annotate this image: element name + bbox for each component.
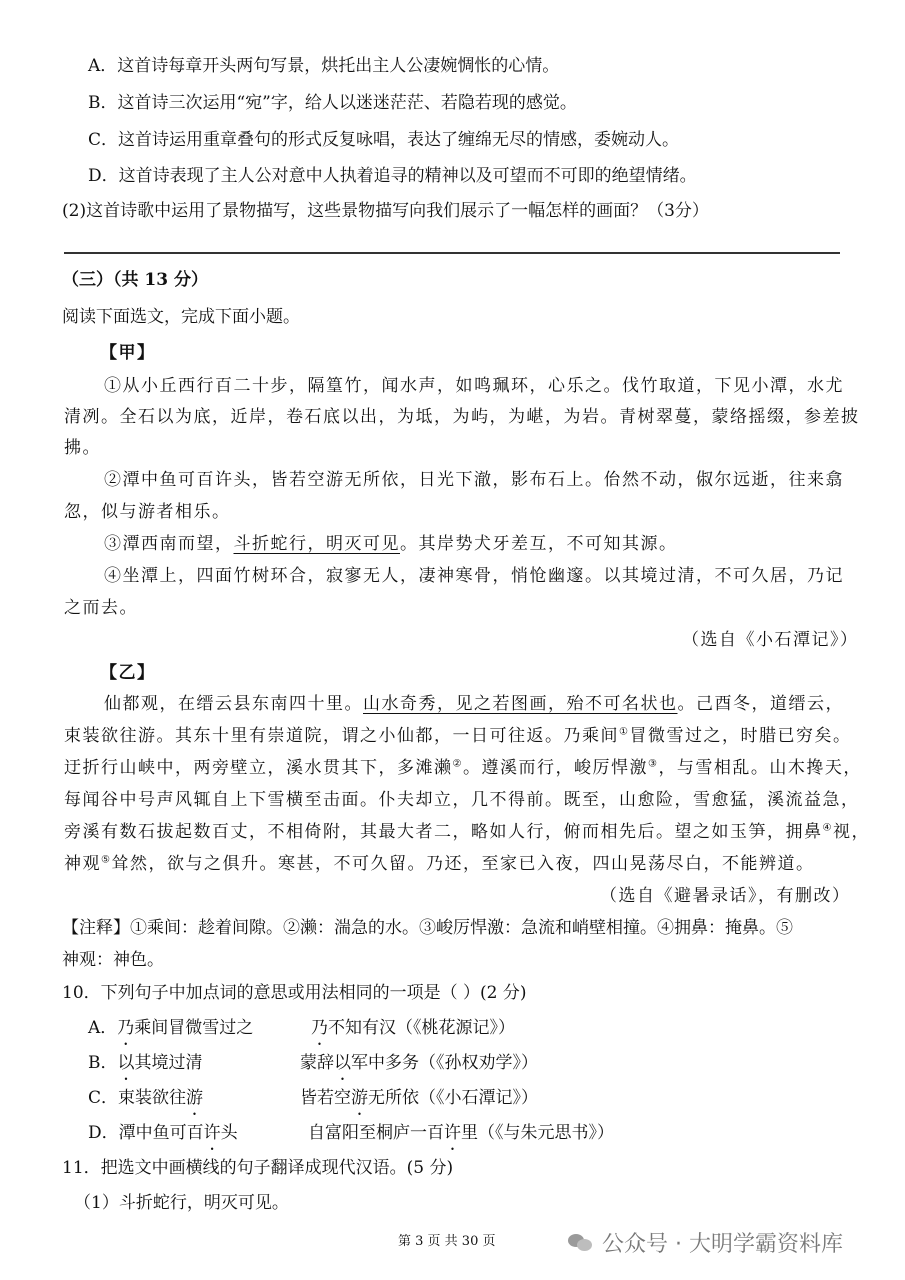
- q10-option-b: B．以其境过清 蒙辞以军中多务（《孙权劝学》）: [88, 1053, 538, 1073]
- page-number: 第 3 页 共 30 页: [398, 1234, 496, 1249]
- underlined-sentence-jia: 斗折蛇行，明灭可见: [233, 534, 400, 554]
- jia-p1-line2: 清冽。全石以为底，近岸，卷石底以出，为坻，为屿，为嵁，为岩。青树翠蔓，蒙络摇缀，参差披: [64, 407, 860, 427]
- section-instruction: 阅读下面选文，完成下面小题。: [62, 307, 300, 327]
- dotted-word: 乃: [311, 1018, 328, 1038]
- wechat-icon: [568, 1232, 594, 1254]
- option-b: B．这首诗三次运用“宛”字，给人以迷迷茫茫、若隐若现的感觉。: [88, 93, 577, 113]
- watermark-text: 公众号 · 大明学霸资料库: [602, 1232, 843, 1257]
- jia-source: （选自《小石潭记》）: [682, 630, 859, 650]
- q10-option-d: D．潭中鱼可百许头 自富阳至桐庐一百许里（《与朱元思书》）: [88, 1123, 614, 1143]
- dotted-word: 游: [351, 1088, 368, 1108]
- dotted-word: 许: [444, 1123, 461, 1143]
- section-heading: （三）（共 13 分）: [62, 270, 208, 290]
- jia-p2-line1: ②潭中鱼可百许头，皆若空游无所依，日光下澈，影布石上。佁然不动，俶尔远逝，往来翕: [104, 470, 844, 490]
- dotted-word: 乃: [117, 1018, 135, 1038]
- dotted-word: 以: [334, 1053, 351, 1073]
- q11-stem: 11．把选文中画横线的句子翻译成现代汉语。(5 分): [62, 1158, 454, 1178]
- q10-b-compare: 蒙辞以军中多务（《孙权劝学》）: [300, 1053, 538, 1073]
- option-a: A．这首诗每章开头两句写景，烘托出主人公凄婉惆怅的心情。: [88, 56, 560, 76]
- dotted-word: 以: [117, 1053, 135, 1073]
- jia-p4-line1: ④坐潭上，四面竹树环合，寂寥无人，凄神寒骨，悄怆幽邃。以其境过清，不可久居，乃记: [104, 566, 844, 586]
- q10-d-compare: 自富阳至桐庐一百许里（《与朱元思书》）: [308, 1123, 614, 1143]
- yi-line2: 束装欲往游。其东十里有崇道院，谓之小仙都，一日可往返。乃乘间①冒微雪过之，时腊已穷矣。: [64, 726, 852, 746]
- yi-line4: 每闻谷中号声风辄自上下雪横至击面。仆夫却立，几不得前。既至，山愈险，雪愈猛，溪流益急，: [64, 790, 860, 810]
- q11-sub1: （1）斗折蛇行，明灭可见。: [74, 1193, 289, 1213]
- q10-option-a: A．乃乘间冒微雪过之 乃不知有汉（《桃花源记》）: [88, 1018, 515, 1038]
- yi-line5: 旁溪有数石拔起数百丈，不相倚附，其最大者二，略如人行，俯而相先后。望之如玉笋，拥鼻④视，: [64, 822, 870, 842]
- yi-source: （选自《避暑录话》，有删改）: [600, 886, 851, 906]
- passage-jia-label: 【甲】: [100, 343, 156, 363]
- jia-p1-line3: 拂。: [64, 438, 101, 458]
- q10-option-c: C．束装欲往游 皆若空游无所依（《小石潭记》）: [88, 1088, 538, 1108]
- notes-line1: 【注释】①乘间：趁着间隙。②濑：湍急的水。③峻厉悍激：急流和峭壁相撞。④拥鼻：掩鼻。⑤: [62, 918, 793, 938]
- underlined-sentence-yi: 山水奇秀，见之若图画，殆不可名状也: [363, 694, 678, 714]
- q10-stem: 10．下列句子中加点词的意思或用法相同的一项是（ ）(2 分): [62, 983, 527, 1003]
- jia-p4-line2: 之而去。: [64, 598, 138, 618]
- option-c: C．这首诗运用重章叠句的形式反复咏唱，表达了缠绵无尽的情感，委婉动人。: [88, 130, 680, 150]
- dotted-word: 许: [203, 1123, 221, 1143]
- q10-a-compare: 乃不知有汉（《桃花源记》）: [311, 1018, 515, 1038]
- jia-p3: ③潭西南而望，斗折蛇行，明灭可见。其岸势犬牙差互，不可知其源。: [104, 534, 678, 554]
- option-d: D．这首诗表现了主人公对意中人执着追寻的精神以及可望而不可即的绝望情绪。: [88, 166, 697, 186]
- yi-line6: 神观⑤耸然，欲与之俱升。寒甚，不可久留。乃还，至家已入夜，四山晃荡尽白，不能辨道。: [64, 854, 815, 874]
- jia-p2-line2: 忽，似与游者相乐。: [64, 502, 231, 522]
- subquestion-2: (2)这首诗歌中运用了景物描写，这些景物描写向我们展示了一幅怎样的画面？（3分）: [62, 201, 709, 221]
- watermark: [568, 1227, 843, 1258]
- yi-line1: 仙都观，在缙云县东南四十里。山水奇秀，见之若图画，殆不可名状也。己酉冬，道缙云，: [104, 694, 844, 714]
- q10-c-compare: 皆若空游无所依（《小石潭记》）: [300, 1088, 538, 1108]
- notes-line2: 神观：神色。: [62, 950, 164, 970]
- yi-line3: 迂折行山峡中，两旁壁立，溪水贯其下，多滩濑②。遵溪而行，峻厉悍激③，与雪相乱。山木搀天，: [64, 758, 862, 778]
- dotted-word: 游: [186, 1088, 204, 1108]
- passage-yi-label: 【乙】: [100, 663, 156, 683]
- divider: [64, 252, 840, 254]
- jia-p1-line1: ①从小丘西行百二十步，隔篁竹，闻水声，如鸣珮环，心乐之。伐竹取道，下见小潭，水尤: [104, 376, 844, 396]
